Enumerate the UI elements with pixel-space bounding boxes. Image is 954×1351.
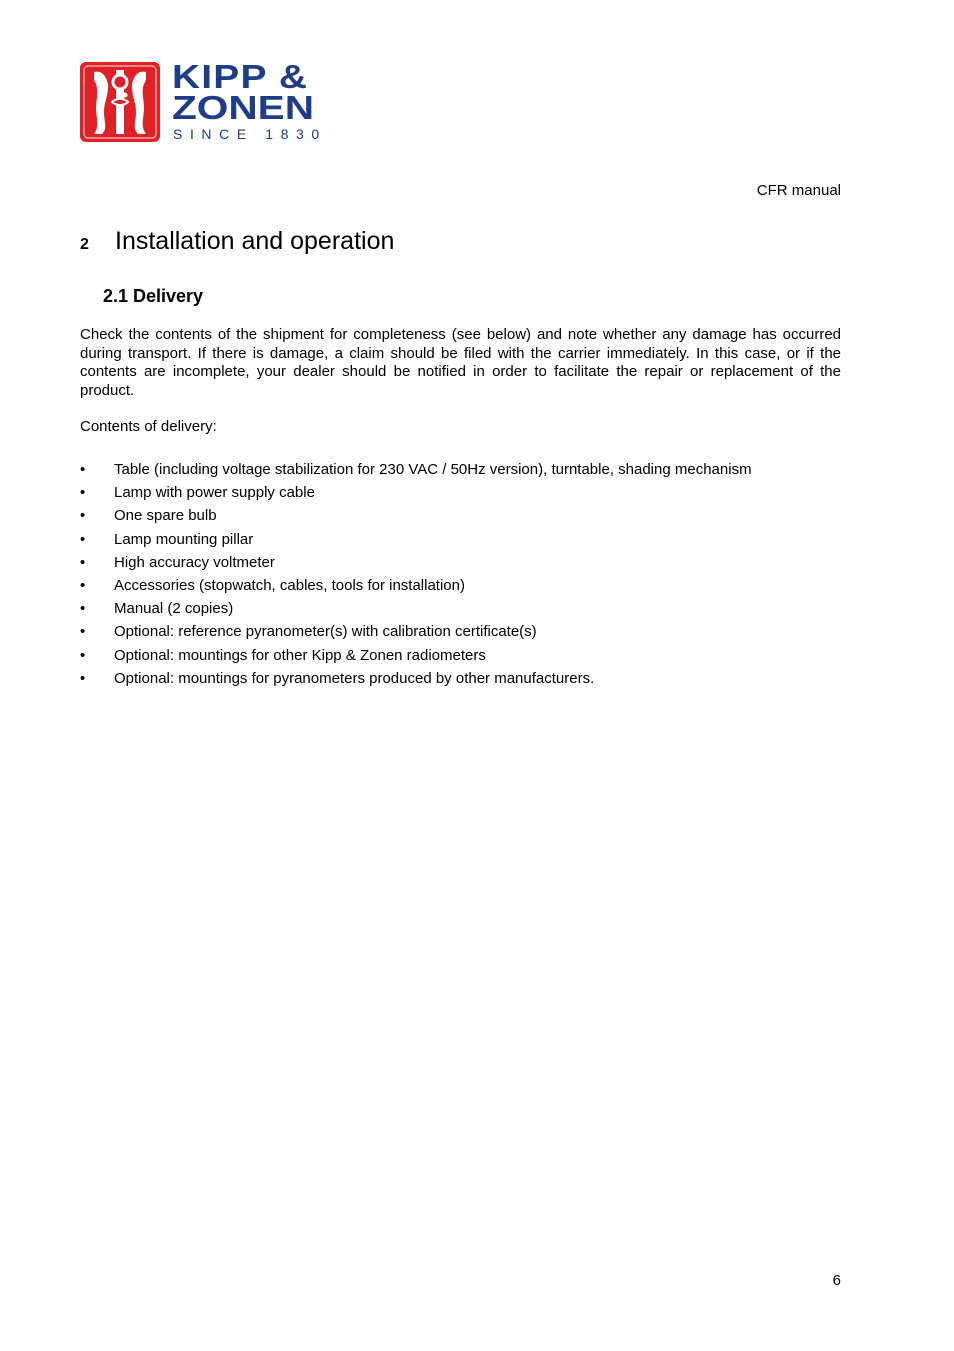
list-item-text: High accuracy voltmeter [114, 553, 275, 571]
bullet-icon: • [80, 576, 86, 594]
section-title: Installation and operation [115, 227, 395, 255]
delivery-list [80, 460, 841, 692]
list-item [80, 553, 841, 576]
bullet-icon: • [80, 600, 86, 618]
list-item-text: Accessories (stopwatch, cables, tools for installation) [114, 576, 465, 594]
running-header: CFR manual [756, 182, 841, 199]
bullet-icon: • [80, 623, 86, 641]
bullet-icon: • [80, 646, 86, 664]
contents-label: Contents of delivery: [80, 418, 217, 435]
bullet-icon: • [80, 553, 86, 571]
list-item-text: Lamp with power supply cable [114, 484, 315, 502]
list-item [80, 576, 841, 599]
list-item [80, 506, 841, 529]
company-logo [80, 58, 342, 144]
list-item [80, 460, 841, 483]
list-item-text: Optional: reference pyranometer(s) with calibration certificate(s) [114, 623, 537, 641]
logo-line-zonen: ZONEN [172, 89, 315, 126]
bullet-icon: • [80, 507, 86, 525]
subsection-heading: 2.1 Delivery [103, 286, 204, 306]
list-item [80, 646, 841, 669]
logo-line-kipp: KIPP & [172, 58, 309, 95]
list-item [80, 483, 841, 506]
list-item-text: Optional: mountings for other Kipp & Zonen radiometers [114, 646, 486, 664]
list-item [80, 669, 841, 692]
list-item-text: Lamp mounting pillar [114, 530, 254, 548]
list-item [80, 622, 841, 645]
section-number: 2 [80, 236, 89, 253]
list-item [80, 599, 841, 622]
list-item-text: Table (including voltage stabilization for 230 VAC / 50Hz version), turntable, shading mechanism [114, 461, 752, 478]
list-item-text: Manual (2 copies) [114, 600, 234, 618]
bullet-icon: • [80, 530, 86, 548]
intro-paragraph: Check the contents of the shipment for completeness (see below) and note whether any damage has occurred during transport. If there is damage, a claim should be filed with the carrier immediately. In this case, or if the contents are incomplete, your dealer should be notified in order to facilitate the repair or replacement of the product. [80, 326, 841, 399]
bullet-icon: • [80, 461, 86, 478]
list-item-text: Optional: mountings for pyranometers produced by other manufacturers. [114, 669, 595, 687]
list-item-text: One spare bulb [114, 507, 217, 525]
page-number: 6 [832, 1272, 841, 1289]
logo-tagline: SINCE 1830 [173, 126, 327, 142]
kipp-zonen-emblem-icon [80, 62, 160, 142]
bullet-icon: • [80, 484, 86, 502]
bullet-icon: • [80, 669, 86, 687]
section-heading [80, 227, 394, 256]
list-item [80, 530, 841, 553]
